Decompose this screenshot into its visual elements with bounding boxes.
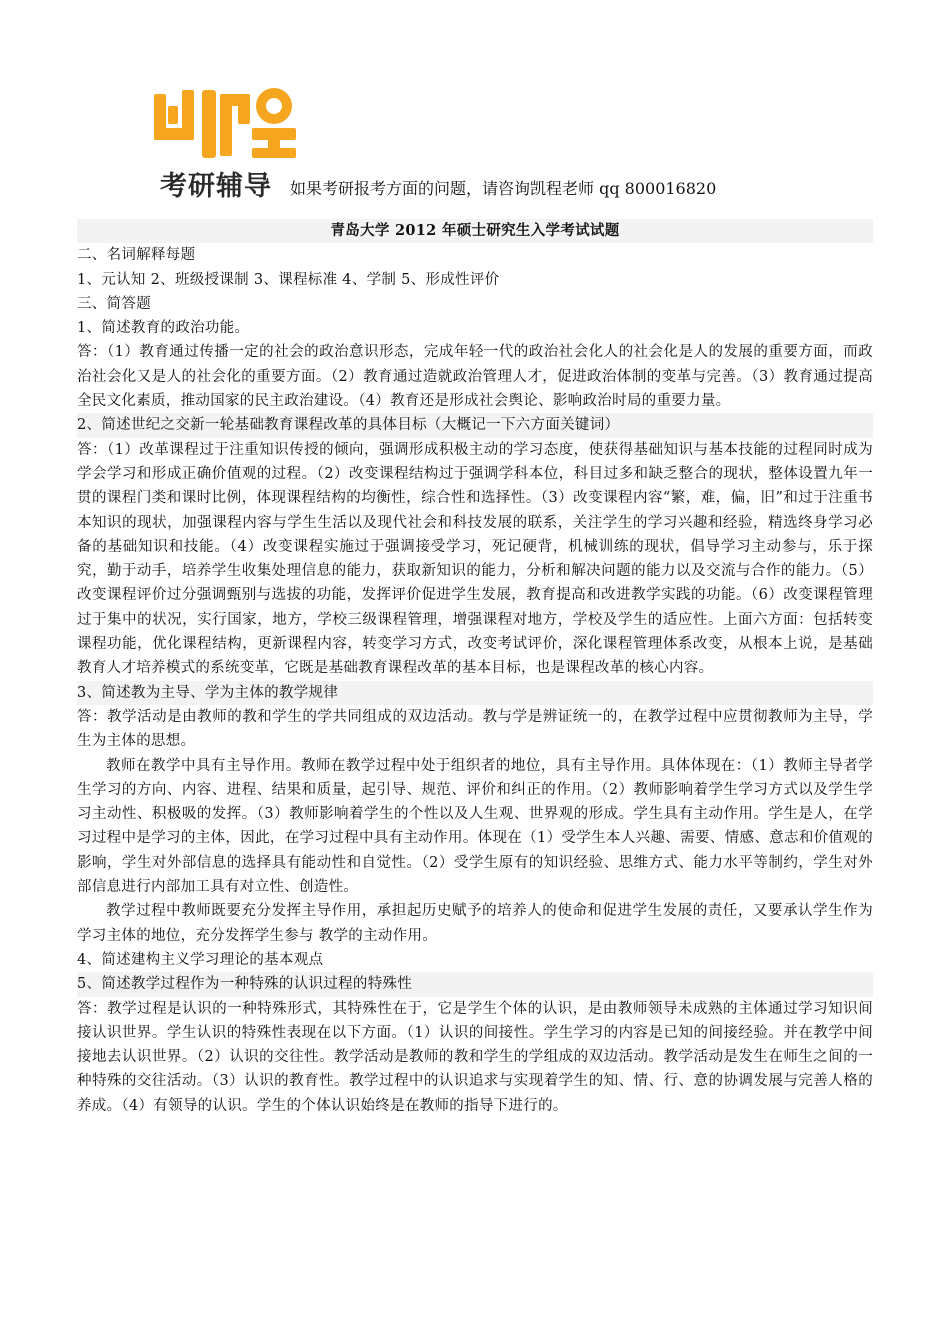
answer-2: 答：（1）改革课程过于注重知识传授的倾向，强调形成积极主动的学习态度，使获得基础知识与基本技能的过程同时成为学会学习和形成正确价值观的过程。（2）改变课程结构过于强调学科本位，科目过多和缺乏整合的现状，整体设置九年一贯的课程门类和课时比例，体现课程结构的均衡性，综合性和选择性。（3）改变课程内容“繁，难，偏，旧”和过于注重书本知识的现状，加强课程内容与学生生活以及现代社会和科技发展的联系，关注学生的学习兴趣和经验，精选终身学习必备的基础知识和技能。（4）改变课程实施过于强调接受学习，死记硬背，机械训练的现状，倡导学习主动参与，乐于探究，勤于动手，培养学生收集处理信息的能力，获取新知识的能力，分析和解决问题的能力以及交流与合作的能力。（5）改变课程评价过分强调甄别与选拔的功能，发挥评价促进学生发展，教育提高和改进教学实践的功能。（6）改变课程管理过于集中的状况，实行国家，地方，学校三级课程管理，增强课程对地方，学校及学生的适应性。上面六方面：包括转变课程功能，优化课程结构，更新课程内容，转变学习方式，改变考试评价，深化课程管理体系改变，从根本上说，是基础教育人才培养模式的系统变革，它既是基础教育课程改革的基本目标，也是课程改革的核心内容。 [77, 441, 873, 677]
answer-3-intro: 答：教学活动是由教师的教和学生的学共同组成的双边活动。教与学是辨证统一的，在教学过程中应贯彻教师为主导，学生为主体的思想。 [77, 708, 873, 750]
answer-3-para: 教学过程中教师既要充分发挥主导作用，承担起历史赋予的培养人的使命和促进学生发展的责任，又要承认学生作为学习主体的地位，充分发挥学生参与 教学的主动作用。 [77, 903, 873, 944]
question-1: 1、简述教育的政治功能。 [77, 320, 250, 337]
kaicheng-logo-mark [150, 84, 300, 164]
answer-3-para: 教师在教学中具有主导作用。教师在教学过程中处于组织者的地位，具有主导作用。具体体现在：（1）教师主导者学生学习的方向、内容、进程、结果和质量，起引导、规范、评价和纠正的作用。（2）教师影响着学生学习方式以及学生学习主动性、积极吸的发挥。（3）教师影响着学生的个性以及人生观、世界观的形成。学生具有主动作用。学生是人，在学习过程中是学习的主体，因此，在学习过程中具有主动作用。体现在（1）受学生本人兴趣、需要、情感、意志和价值观的影响，学生对外部信息的选择具有能动性和自觉性。（2）受学生原有的知识经验、思维方式、能力水平等制约，学生对外部信息进行内部加工具有对立性、创造性。 [77, 757, 873, 896]
section-heading: 三、简答题 [77, 295, 151, 312]
question-2: 2、简述世纪之交新一轮基础教育课程改革的具体目标（大概记一下六方面关键词） [77, 413, 873, 437]
contact-line: 如果考研报考方面的问题，请咨询凯程老师 qq 800016820 [290, 179, 717, 198]
question-4: 4、简述建构主义学习理论的基本观点 [77, 951, 324, 968]
exam-title: 青岛大学 2012 年硕士研究生入学考试试题 [77, 219, 873, 243]
answer-1: 答：（1）教育通过传播一定的社会的政治意识形态，完成年轻一代的政治社会化人的社会化是人的发展的重要方面，而政治社会化又是人的社会化的重要方面。（2）教育通过造就政治管理人才，促进政治体制的变革与完善。（3）教育通过提高全民文化素质，推动国家的民主政治建设。（4）教育还是形成社会舆论、影响政治时局的重要力量。 [77, 344, 873, 410]
logo-subtitle: 考研辅导 [160, 171, 272, 202]
question-5: 5、简述教学过程作为一种特殊的认识过程的特殊性 [77, 972, 873, 996]
kaicheng-logo [150, 84, 300, 202]
question-3: 3、简述教为主导、学为主体的教学规律 [77, 681, 873, 705]
answer-5: 答：教学过程是认识的一种特殊形式，其特殊性在于，它是学生个体的认识，是由教师领导未成熟的主体通过学习知识间接认识世界。学生认识的特殊性表现在以下方面。（1）认识的间接性。学生学习的内容是已知的间接经验。并在教学中间接地去认识世界。（2）认识的交往性。教学活动是教师的教和学生的学组成的双边活动。教学活动是发生在师生之间的一种特殊的交往活动。（3）认识的教育性。教学过程中的认识追求与实现着学生的知、情、行、意的协调发展与完善人格的养成。（4）有领导的认识。学生的个体认识始终是在教师的指导下进行的。 [77, 1000, 873, 1114]
term-list: 1、元认知 2、班级授课制 3、课程标准 4、学制 5、形成性评价 [77, 271, 500, 288]
section-heading: 二、名词解释每题 [77, 247, 196, 264]
document-body [77, 219, 873, 1118]
